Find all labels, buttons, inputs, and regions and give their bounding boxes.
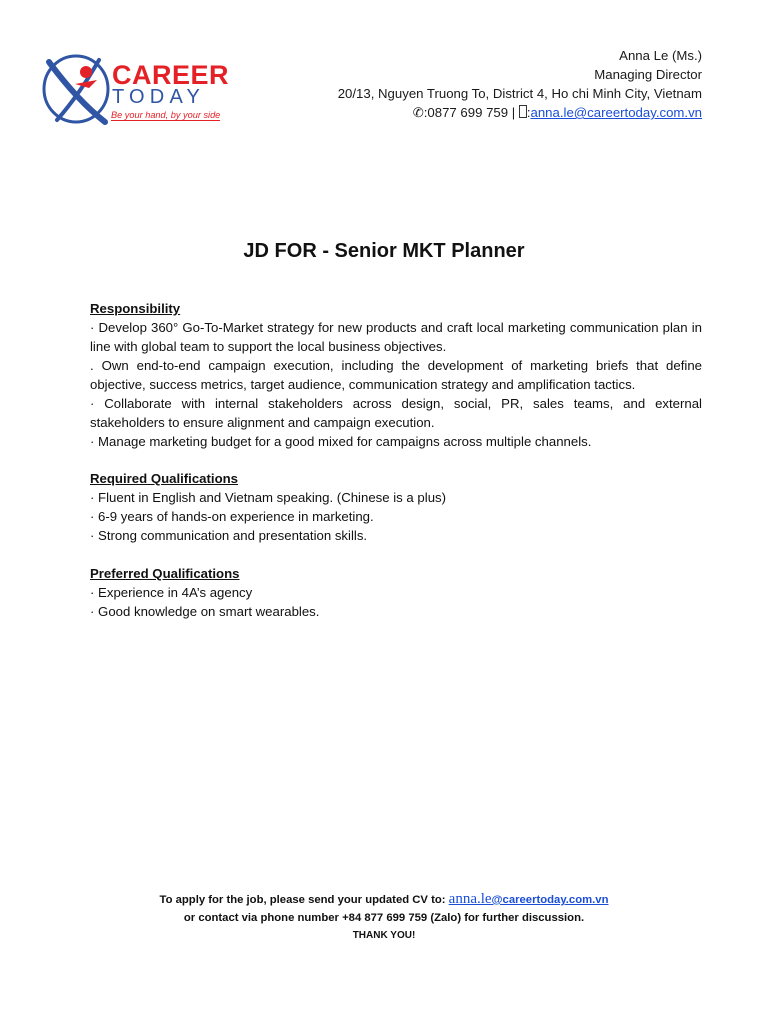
- contact-phone-email-line: [338, 103, 702, 122]
- required-qualifications-heading: Required Qualifications: [90, 471, 239, 486]
- required-qualifications-section: [90, 469, 702, 545]
- list-item: · Strong communication and presentation skills.: [90, 528, 368, 543]
- phone-icon: ✆: [412, 105, 424, 120]
- logo-tagline: Be your hand, by your side: [111, 110, 221, 120]
- footer-apply-line: [0, 890, 768, 909]
- footer-thanks: THANK YOU!: [352, 930, 416, 941]
- contact-phone: :0877 699 759 |: [423, 105, 519, 120]
- footer: [0, 890, 768, 945]
- footer-email-user[interactable]: anna.le: [448, 891, 492, 907]
- list-item: · Fluent in English and Vietnam speaking. (Chinese is a plus): [90, 490, 447, 505]
- contact-email-link[interactable]: anna.le@careertoday.com.vn: [530, 105, 702, 120]
- list-item: · 6-9 years of hands-on experience in marketing.: [90, 509, 374, 524]
- contact-name: Anna Le (Ms.): [619, 48, 702, 63]
- list-item: · Good knowledge on smart wearables.: [90, 604, 320, 619]
- preferred-qualifications-section: [90, 564, 702, 621]
- missing-glyph-icon: [519, 105, 527, 118]
- page-title: JD FOR - Senior MKT Planner: [243, 240, 525, 262]
- list-item: · Develop 360° Go-To-Market strategy for new products and craft local marketing communication plan in line with global team to support the local business objectives.: [90, 320, 702, 354]
- list-item: · Collaborate with internal stakeholders across design, social, PR, sales teams, and external stakeholders to ensure alignment and campaign execution.: [90, 396, 702, 430]
- contact-email-prefix: :: [526, 105, 531, 120]
- contact-role: Managing Director: [594, 67, 702, 82]
- footer-apply-text: To apply for the job, please send your updated CV to:: [159, 894, 449, 906]
- list-item: · Experience in 4A’s agency: [90, 585, 253, 600]
- company-logo: [39, 50, 230, 128]
- responsibility-heading: Responsibility: [90, 301, 181, 316]
- list-item: . Own end-to-end campaign execution, including the development of marketing briefs that define objective, success metrics, target audience, communication strategy and amplification tactics.: [90, 358, 702, 392]
- responsibility-section: [90, 299, 702, 451]
- career-today-emblem-icon: [39, 50, 119, 128]
- list-item: · Manage marketing budget for a good mixed for campaigns across multiple channels.: [90, 434, 592, 449]
- contact-block: [338, 46, 702, 122]
- footer-email-domain[interactable]: @careertoday.com.vn: [491, 894, 609, 906]
- contact-address: 20/13, Nguyen Truong To, District 4, Ho chi Minh City, Vietnam: [337, 86, 702, 101]
- preferred-qualifications-heading: Preferred Qualifications: [90, 566, 240, 581]
- footer-contact-line: or contact via phone number +84 877 699 759 (Zalo) for further discussion.: [183, 912, 585, 924]
- logo-career-text: CAREER: [112, 60, 230, 90]
- logo-today-text: TODAY: [112, 86, 206, 108]
